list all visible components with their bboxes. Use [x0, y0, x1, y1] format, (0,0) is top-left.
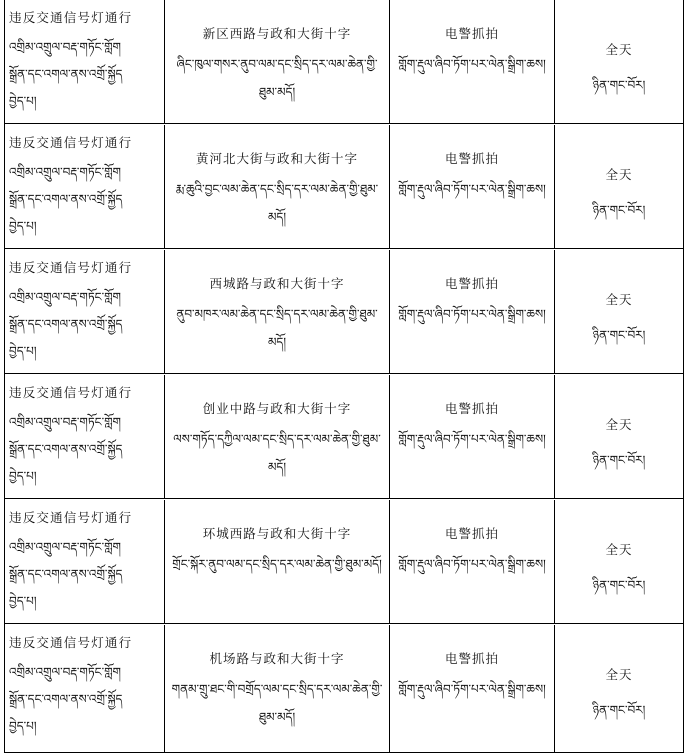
time-cell — [555, 0, 683, 123]
location-bo: གྲོང་སྐོར་ནུབ་ལམ་དང་སྲིད་དར་ལམ་ཆེན་གྱི་ཐུམ་མདོ། — [172, 557, 382, 571]
location-cell — [165, 375, 390, 498]
method-bo: གློག་རྡུལ་ཞིབ་ཏོག་པར་ལེན་སྒྲིག་ཆས། — [398, 557, 546, 571]
method-bo: གློག་རྡུལ་ཞིབ་ཏོག་པར་ལེན་སྒྲིག་ཆས། — [398, 432, 546, 446]
violation-bo-line: འགྲིམ་འགྲུལ་བརྡ་གཏོང་གློག — [9, 290, 121, 304]
violation-bo-line: འགྲིམ་འགྲུལ་བརྡ་གཏོང་གློག — [9, 540, 121, 554]
violation-cn: 违反交通信号灯通行 — [9, 635, 133, 650]
location-cn: 新区西路与政和大街十字 — [202, 26, 352, 41]
location-cn: 黄河北大街与政和大街十字 — [195, 151, 358, 166]
violation-bo — [9, 534, 161, 615]
location-cell — [165, 0, 390, 123]
location-cn: 西城路与政和大街十字 — [209, 276, 345, 291]
time-cn: 全天 — [605, 292, 633, 307]
time-cn: 全天 — [605, 667, 633, 682]
violation-bo — [9, 159, 161, 240]
violation-cell — [5, 375, 165, 498]
violation-bo-line: བྱེད་པ། — [9, 719, 37, 733]
violation-cn: 违反交通信号灯通行 — [9, 510, 133, 525]
violation-cell — [5, 625, 165, 752]
violation-bo — [9, 284, 161, 365]
location-cell — [165, 500, 390, 623]
table-row — [5, 0, 683, 124]
location-bo: རྨ་ཆུའི་བྱང་ལམ་ཆེན་དང་སྲིད་དར་ལམ་ཆེན་གྱི་ཐུམ་མདོ། — [175, 182, 379, 224]
time-bo: ཉིན་གང་བོར། — [592, 453, 646, 467]
violation-bo-line: བྱེད་པ། — [9, 594, 37, 608]
violation-bo-line: སྒྲོན་དང་འགལ་ནས་འགྲོ་སྐྱོད — [9, 692, 123, 706]
time-bo: ཉིན་གང་བོར། — [592, 203, 646, 217]
method-cell — [390, 0, 555, 123]
violation-cell — [5, 250, 165, 373]
table-row — [5, 125, 683, 249]
violation-bo-line: སྒྲོན་དང་འགལ་ནས་འགྲོ་སྐྱོད — [9, 567, 123, 581]
location-cell — [165, 250, 390, 373]
violation-cell — [5, 500, 165, 623]
violation-bo-line: བྱེད་པ། — [9, 469, 37, 483]
method-cn: 电警抓拍 — [444, 276, 499, 291]
table-row — [5, 375, 683, 499]
time-bo: ཉིན་གང་བོར། — [592, 328, 646, 342]
violation-bo-line: བྱེད་པ། — [9, 344, 37, 358]
violation-cell — [5, 0, 165, 123]
location-cn: 环城西路与政和大街十字 — [202, 526, 352, 541]
time-cell — [555, 500, 683, 623]
location-bo: ལས་གཏོད་དཀྱིལ་ལམ་དང་སྲིད་དར་ལམ་ཆེན་གྱི་ཐུམ་མདོ། — [173, 432, 381, 474]
time-cell — [555, 125, 683, 248]
location-cell — [165, 125, 390, 248]
time-cn: 全天 — [605, 542, 633, 557]
time-bo: ཉིན་གང་བོར། — [592, 78, 646, 92]
time-cn: 全天 — [605, 167, 633, 182]
method-cell — [390, 125, 555, 248]
violation-bo-line: བྱེད་པ། — [9, 94, 37, 108]
method-cell — [390, 250, 555, 373]
violation-cell — [5, 125, 165, 248]
method-cell — [390, 500, 555, 623]
time-cell — [555, 375, 683, 498]
method-cn: 电警抓拍 — [444, 151, 499, 166]
table-row — [5, 250, 683, 374]
method-bo: གློག་རྡུལ་ཞིབ་ཏོག་པར་ལེན་སྒྲིག་ཆས། — [398, 307, 546, 321]
violation-bo-line: འགྲིམ་འགྲུལ་བརྡ་གཏོང་གློག — [9, 665, 121, 679]
location-cell — [165, 625, 390, 752]
violation-bo-line: སྒྲོན་དང་འགལ་ནས་འགྲོ་སྐྱོད — [9, 317, 123, 331]
location-bo: གནམ་གྲུ་ཐང་གི་བགྲོད་ལམ་དང་སྲིད་དར་ལམ་ཆེན་གྱི་ཐུམ་མདོ། — [171, 682, 383, 724]
violation-bo-line: སྒྲོན་དང་འགལ་ནས་འགྲོ་སྐྱོད — [9, 192, 123, 206]
violation-cn: 违反交通信号灯通行 — [9, 260, 133, 275]
violation-bo — [9, 409, 161, 490]
violation-cn: 违反交通信号灯通行 — [9, 135, 133, 150]
location-bo: ཞིང་ཁུལ་གསར་ནུབ་ལམ་དང་སྲིད་དར་ལམ་ཆེན་གྱི་ཐུམ་མདོ། — [176, 57, 378, 99]
method-cell — [390, 375, 555, 498]
violation-bo — [9, 659, 161, 740]
violation-bo-line: འགྲིམ་འགྲུལ་བརྡ་གཏོང་གློག — [9, 165, 121, 179]
violation-bo-line: སྒྲོན་དང་འགལ་ནས་འགྲོ་སྐྱོད — [9, 442, 123, 456]
method-bo: གློག་རྡུལ་ཞིབ་ཏོག་པར་ལེན་སྒྲིག་ཆས། — [398, 57, 546, 71]
enforcement-table — [4, 0, 684, 753]
violation-cn: 违反交通信号灯通行 — [9, 10, 133, 25]
violation-bo-line: འགྲིམ་འགྲུལ་བརྡ་གཏོང་གློག — [9, 40, 121, 54]
method-bo: གློག་རྡུལ་ཞིབ་ཏོག་པར་ལེན་སྒྲིག་ཆས། — [398, 682, 546, 696]
table-row — [5, 500, 683, 624]
location-cn: 创业中路与政和大街十字 — [202, 401, 352, 416]
time-bo: ཉིན་གང་བོར། — [592, 578, 646, 592]
violation-cn: 违反交通信号灯通行 — [9, 385, 133, 400]
location-cn: 机场路与政和大街十字 — [209, 651, 345, 666]
method-cell — [390, 625, 555, 752]
violation-bo — [9, 34, 161, 115]
table-row — [5, 625, 683, 753]
time-cn: 全天 — [605, 417, 633, 432]
time-cell — [555, 625, 683, 752]
location-bo: ནུབ་མཁར་ལམ་ཆེན་དང་སྲིད་དར་ལམ་ཆེན་གྱི་ཐུམ་མདོ། — [176, 307, 378, 349]
method-bo: གློག་རྡུལ་ཞིབ་ཏོག་པར་ལེན་སྒྲིག་ཆས། — [398, 182, 546, 196]
method-cn: 电警抓拍 — [444, 526, 499, 541]
time-cn: 全天 — [605, 42, 633, 57]
violation-bo-line: སྒྲོན་དང་འགལ་ནས་འགྲོ་སྐྱོད — [9, 67, 123, 81]
violation-bo-line: བྱེད་པ། — [9, 219, 37, 233]
method-cn: 电警抓拍 — [444, 651, 499, 666]
time-cell — [555, 250, 683, 373]
time-bo: ཉིན་གང་བོར། — [592, 703, 646, 717]
method-cn: 电警抓拍 — [444, 401, 499, 416]
method-cn: 电警抓拍 — [444, 26, 499, 41]
violation-bo-line: འགྲིམ་འགྲུལ་བརྡ་གཏོང་གློག — [9, 415, 121, 429]
